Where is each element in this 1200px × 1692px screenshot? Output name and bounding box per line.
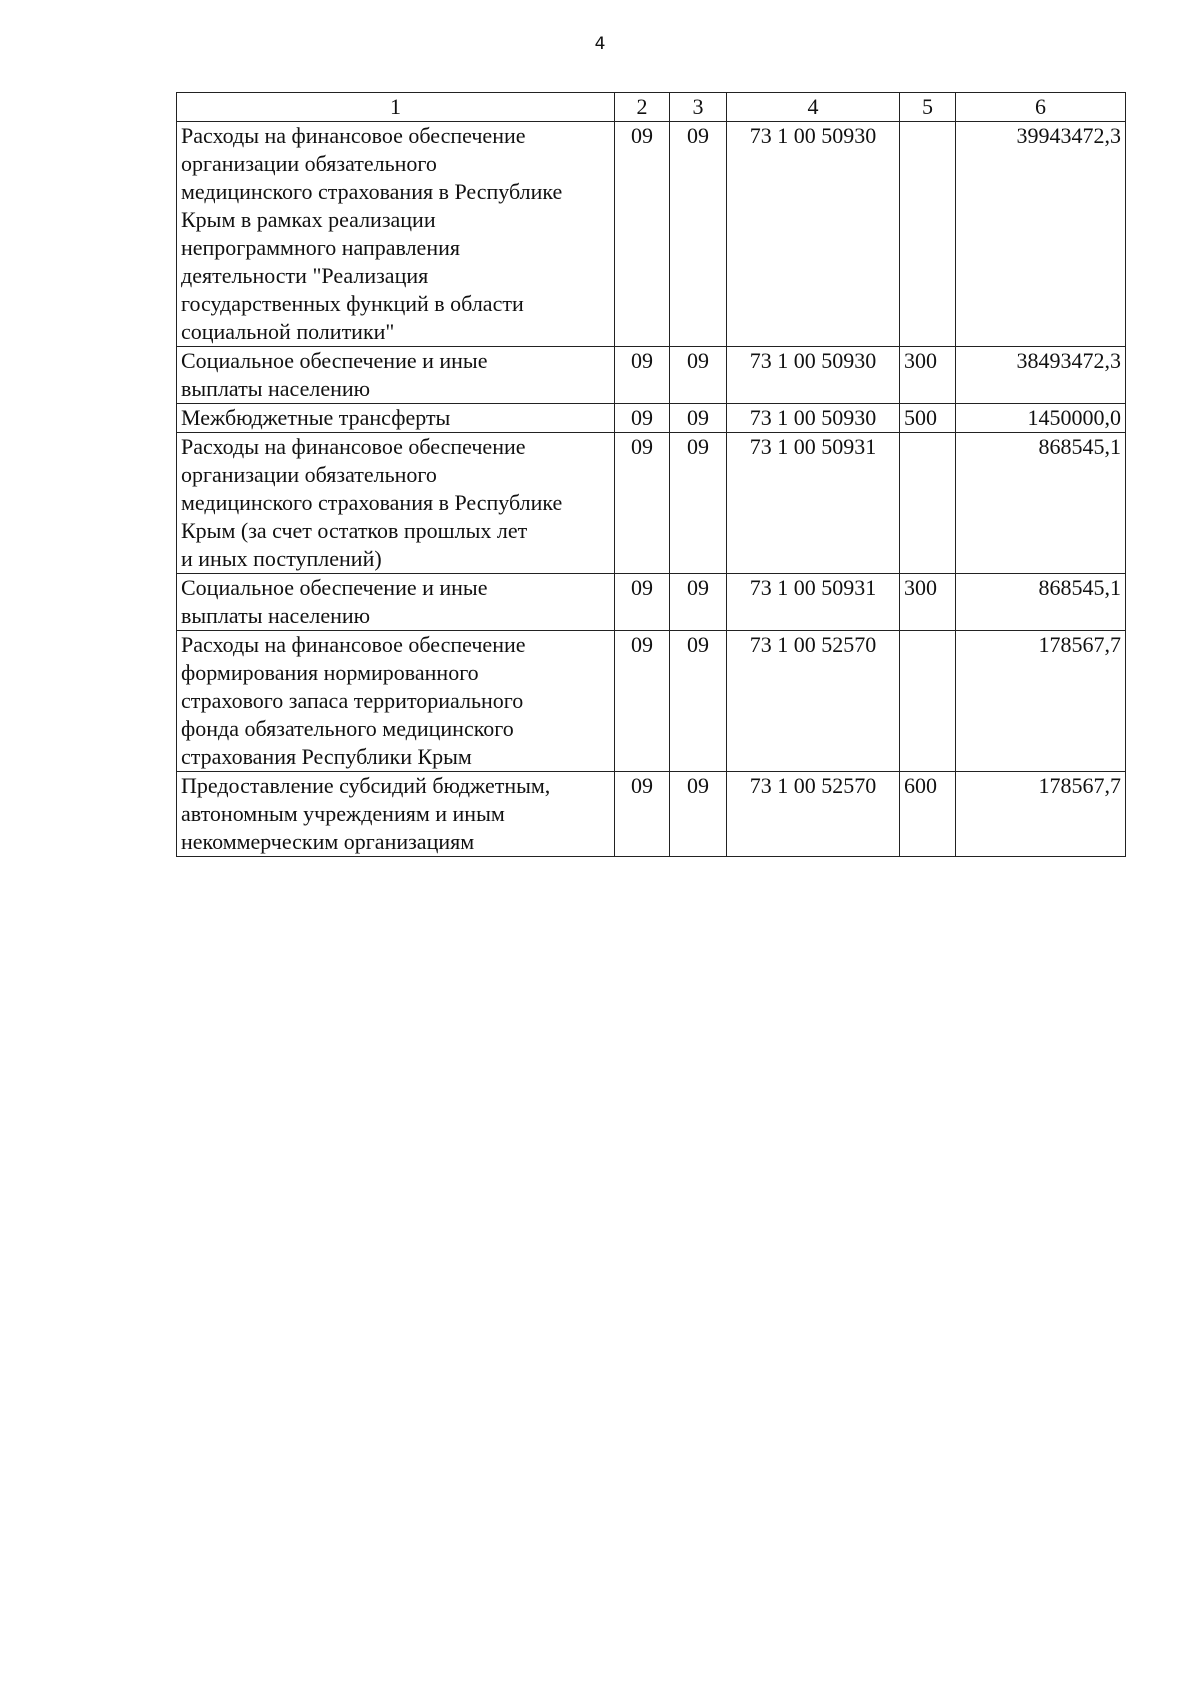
section-code: 09 bbox=[615, 122, 670, 347]
row-description bbox=[177, 574, 615, 631]
section-code: 09 bbox=[615, 404, 670, 433]
table-body bbox=[177, 122, 1126, 857]
subsection-code: 09 bbox=[670, 347, 727, 404]
description-line: Крым в рамках реализации bbox=[181, 207, 436, 232]
budget-table bbox=[176, 92, 1126, 857]
description-line: медицинского страхования в Республике bbox=[181, 490, 563, 515]
description-line: страхования Республики Крым bbox=[181, 744, 472, 769]
expense-type-code: 300 bbox=[900, 574, 956, 631]
subsection-code: 09 bbox=[670, 772, 727, 857]
amount: 39943472,3 bbox=[956, 122, 1126, 347]
target-article-code: 73 1 00 52570 bbox=[727, 772, 900, 857]
subsection-code: 09 bbox=[670, 122, 727, 347]
target-article-code: 73 1 00 50930 bbox=[727, 122, 900, 347]
target-article-code: 73 1 00 50930 bbox=[727, 404, 900, 433]
description-line: некоммерческим организациям bbox=[181, 829, 475, 854]
section-code: 09 bbox=[615, 347, 670, 404]
description-line: Расходы на финансовое обеспечение bbox=[181, 123, 526, 148]
description-line: страхового запаса территориального bbox=[181, 688, 524, 713]
table-row bbox=[177, 631, 1126, 772]
table-row bbox=[177, 433, 1126, 574]
description-line: Межбюджетные трансферты bbox=[181, 405, 451, 430]
row-description bbox=[177, 433, 615, 574]
description-line: Расходы на финансовое обеспечение bbox=[181, 434, 526, 459]
subsection-code: 09 bbox=[670, 433, 727, 574]
target-article-code: 73 1 00 52570 bbox=[727, 631, 900, 772]
page-number: 4 bbox=[594, 34, 606, 54]
section-code: 09 bbox=[615, 631, 670, 772]
column-header-3: 3 bbox=[670, 93, 727, 122]
column-header-1: 1 bbox=[177, 93, 615, 122]
subsection-code: 09 bbox=[670, 404, 727, 433]
table-row bbox=[177, 772, 1126, 857]
description-line: социальной политики" bbox=[181, 319, 395, 344]
target-article-code: 73 1 00 50931 bbox=[727, 574, 900, 631]
description-line: непрограммного направления bbox=[181, 235, 460, 260]
row-description bbox=[177, 772, 615, 857]
description-line: Расходы на финансовое обеспечение bbox=[181, 632, 526, 657]
description-line: выплаты населению bbox=[181, 603, 371, 628]
row-description bbox=[177, 347, 615, 404]
amount: 868545,1 bbox=[956, 574, 1126, 631]
table-row bbox=[177, 347, 1126, 404]
table-row bbox=[177, 574, 1126, 631]
description-line: Предоставление субсидий бюджетным, bbox=[181, 773, 551, 798]
expense-type-code bbox=[900, 433, 956, 574]
description-line: Социальное обеспечение и иные bbox=[181, 348, 488, 373]
column-header-2: 2 bbox=[615, 93, 670, 122]
amount: 1450000,0 bbox=[956, 404, 1126, 433]
expense-type-code bbox=[900, 122, 956, 347]
amount: 178567,7 bbox=[956, 631, 1126, 772]
row-description bbox=[177, 404, 615, 433]
row-description bbox=[177, 631, 615, 772]
description-line: Социальное обеспечение и иные bbox=[181, 575, 488, 600]
section-code: 09 bbox=[615, 772, 670, 857]
expense-type-code: 600 bbox=[900, 772, 956, 857]
description-line: автономным учреждениям и иным bbox=[181, 801, 505, 826]
column-header-5: 5 bbox=[900, 93, 956, 122]
table-row bbox=[177, 404, 1126, 433]
description-line: деятельности "Реализация bbox=[181, 263, 429, 288]
amount: 868545,1 bbox=[956, 433, 1126, 574]
description-line: и иных поступлений) bbox=[181, 546, 382, 571]
expense-type-code: 500 bbox=[900, 404, 956, 433]
amount: 178567,7 bbox=[956, 772, 1126, 857]
description-line: медицинского страхования в Республике bbox=[181, 179, 563, 204]
section-code: 09 bbox=[615, 433, 670, 574]
expense-type-code: 300 bbox=[900, 347, 956, 404]
target-article-code: 73 1 00 50930 bbox=[727, 347, 900, 404]
section-code: 09 bbox=[615, 574, 670, 631]
description-line: организации обязательного bbox=[181, 462, 437, 487]
amount: 38493472,3 bbox=[956, 347, 1126, 404]
subsection-code: 09 bbox=[670, 631, 727, 772]
description-line: организации обязательного bbox=[181, 151, 437, 176]
expense-type-code bbox=[900, 631, 956, 772]
subsection-code: 09 bbox=[670, 574, 727, 631]
row-description bbox=[177, 122, 615, 347]
description-line: Крым (за счет остатков прошлых лет bbox=[181, 518, 528, 543]
description-line: выплаты населению bbox=[181, 376, 371, 401]
target-article-code: 73 1 00 50931 bbox=[727, 433, 900, 574]
column-header-6: 6 bbox=[956, 93, 1126, 122]
description-line: фонда обязательного медицинского bbox=[181, 716, 514, 741]
header-row bbox=[177, 93, 1126, 122]
table-row bbox=[177, 122, 1126, 347]
description-line: государственных функций в области bbox=[181, 291, 524, 316]
column-header-4: 4 bbox=[727, 93, 900, 122]
description-line: формирования нормированного bbox=[181, 660, 479, 685]
